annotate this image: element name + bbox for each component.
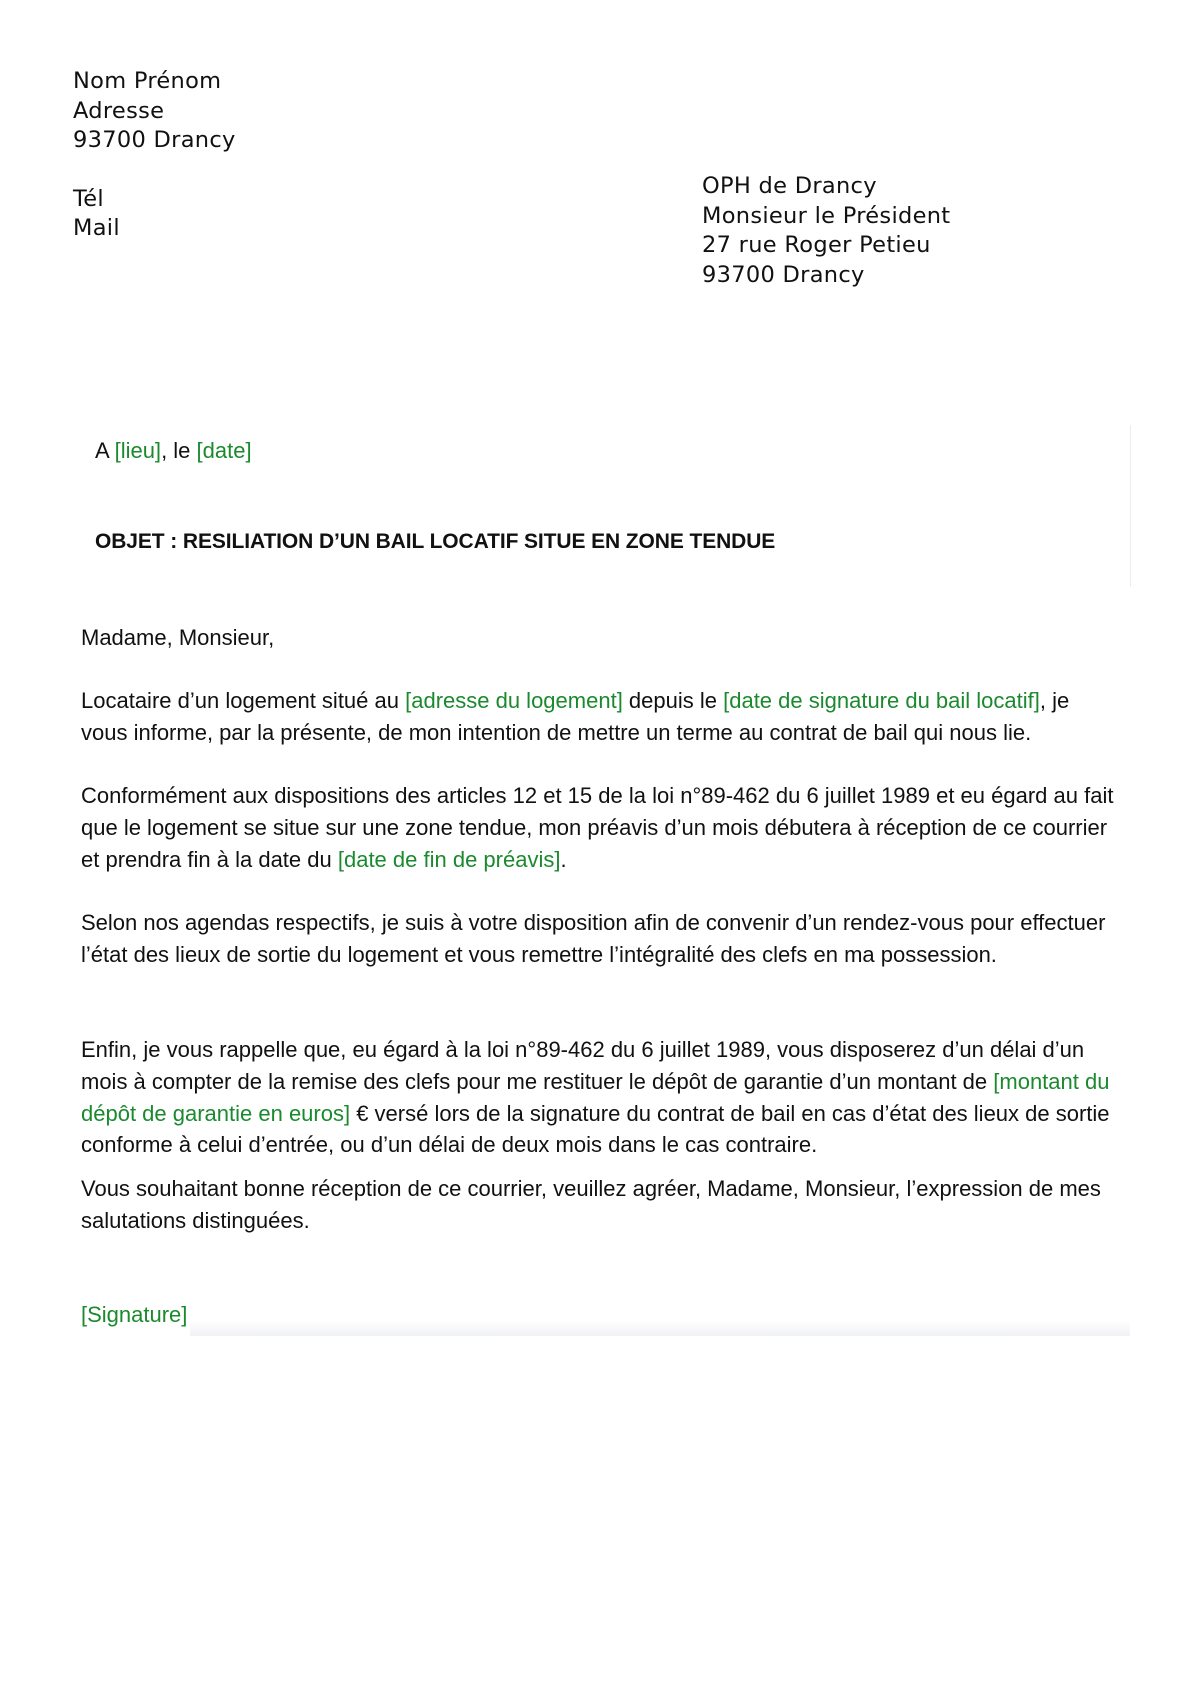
- sender-city: 93700 Drancy: [73, 127, 236, 153]
- date-line: [95, 436, 252, 466]
- vertical-divider: [1130, 425, 1131, 587]
- p4-text-b: € versé lors de la signature du contrat de bail en cas d’état des lieux de sortie conforme à celui d’entrée, ou d’un délai de deux mois dans le cas contraire.: [81, 1100, 1110, 1158]
- sender-name: Nom Prénom: [73, 68, 222, 94]
- subject-line: OBJET : RESILIATION D’UN BAIL LOCATIF SITUE EN ZONE TENDUE: [95, 530, 776, 553]
- date-placeholder: [date]: [196, 438, 252, 463]
- sender-address: Adresse: [73, 97, 165, 124]
- sender-spacer: [73, 156, 236, 185]
- recipient-org: OPH de Drancy: [702, 173, 877, 199]
- p4-text-a: Enfin, je vous rappelle que, eu égard à la loi n°89-462 du 6 juillet 1989, vous disposerez d’un délai d’un mois à compter de la remise des clefs pour me restituer le dépôt de garantie d’un montant de: [81, 1037, 1085, 1094]
- recipient-person: Monsieur le Président: [702, 202, 951, 229]
- paragraph-5: Vous souhaitant bonne réception de ce courrier, veuillez agréer, Madame, Monsieur, l’expression de mes salutations distinguées.: [81, 1176, 1101, 1233]
- signature-placeholder: [Signature]: [81, 1302, 188, 1327]
- p1-text-a: Locataire d’un logement situé au: [81, 688, 406, 713]
- address-placeholder: [adresse du logement]: [405, 688, 623, 713]
- notice-end-placeholder: [date de fin de préavis]: [337, 846, 561, 872]
- paragraph-2: [81, 780, 1121, 875]
- sender-mail: Mail: [73, 215, 120, 241]
- place-placeholder: [lieu]: [114, 438, 162, 463]
- paragraph-1: [81, 685, 1121, 749]
- paragraph-4: [81, 1034, 1121, 1161]
- sender-block: [73, 67, 236, 244]
- sender-phone: Tél: [73, 185, 104, 212]
- p2-text-a: Conformément aux dispositions des articles 12 et 15 de la loi n°89-462 du 6 juillet 1989 et eu égard au fait que le logement se situe sur une zone tendue, mon préavis d’un mois débutera à réception de ce courrier et prendra fin à la date du: [81, 783, 1114, 872]
- p1-text-c: , je vous informe, par la présente, de mon intention de mettre un terme au contrat de bail qui nous lie.: [81, 688, 1070, 745]
- recipient-street: 27 rue Roger Petieu: [702, 232, 931, 258]
- lease-date-placeholder: [date de signature du bail locatif]: [723, 688, 1040, 713]
- date-prefix: A: [95, 438, 115, 463]
- recipient-city: 93700 Drancy: [702, 261, 865, 288]
- p2-text-b: .: [560, 846, 567, 872]
- paragraph-3: Selon nos agendas respectifs, je suis à votre disposition afin de convenir d’un rendez-vous pour effectuer l’état des lieux de sortie du logement et vous remettre l’intégralité des clefs en ma possession.: [81, 910, 1106, 967]
- deposit-amount-placeholder: [montant du dépôt de garantie en euros]: [81, 1068, 1110, 1126]
- bottom-fade: [190, 1320, 1130, 1336]
- recipient-block: [702, 172, 950, 290]
- salutation: Madame, Monsieur,: [81, 625, 275, 650]
- p1-text-b: depuis le: [622, 688, 724, 713]
- date-middle: , le: [161, 438, 197, 463]
